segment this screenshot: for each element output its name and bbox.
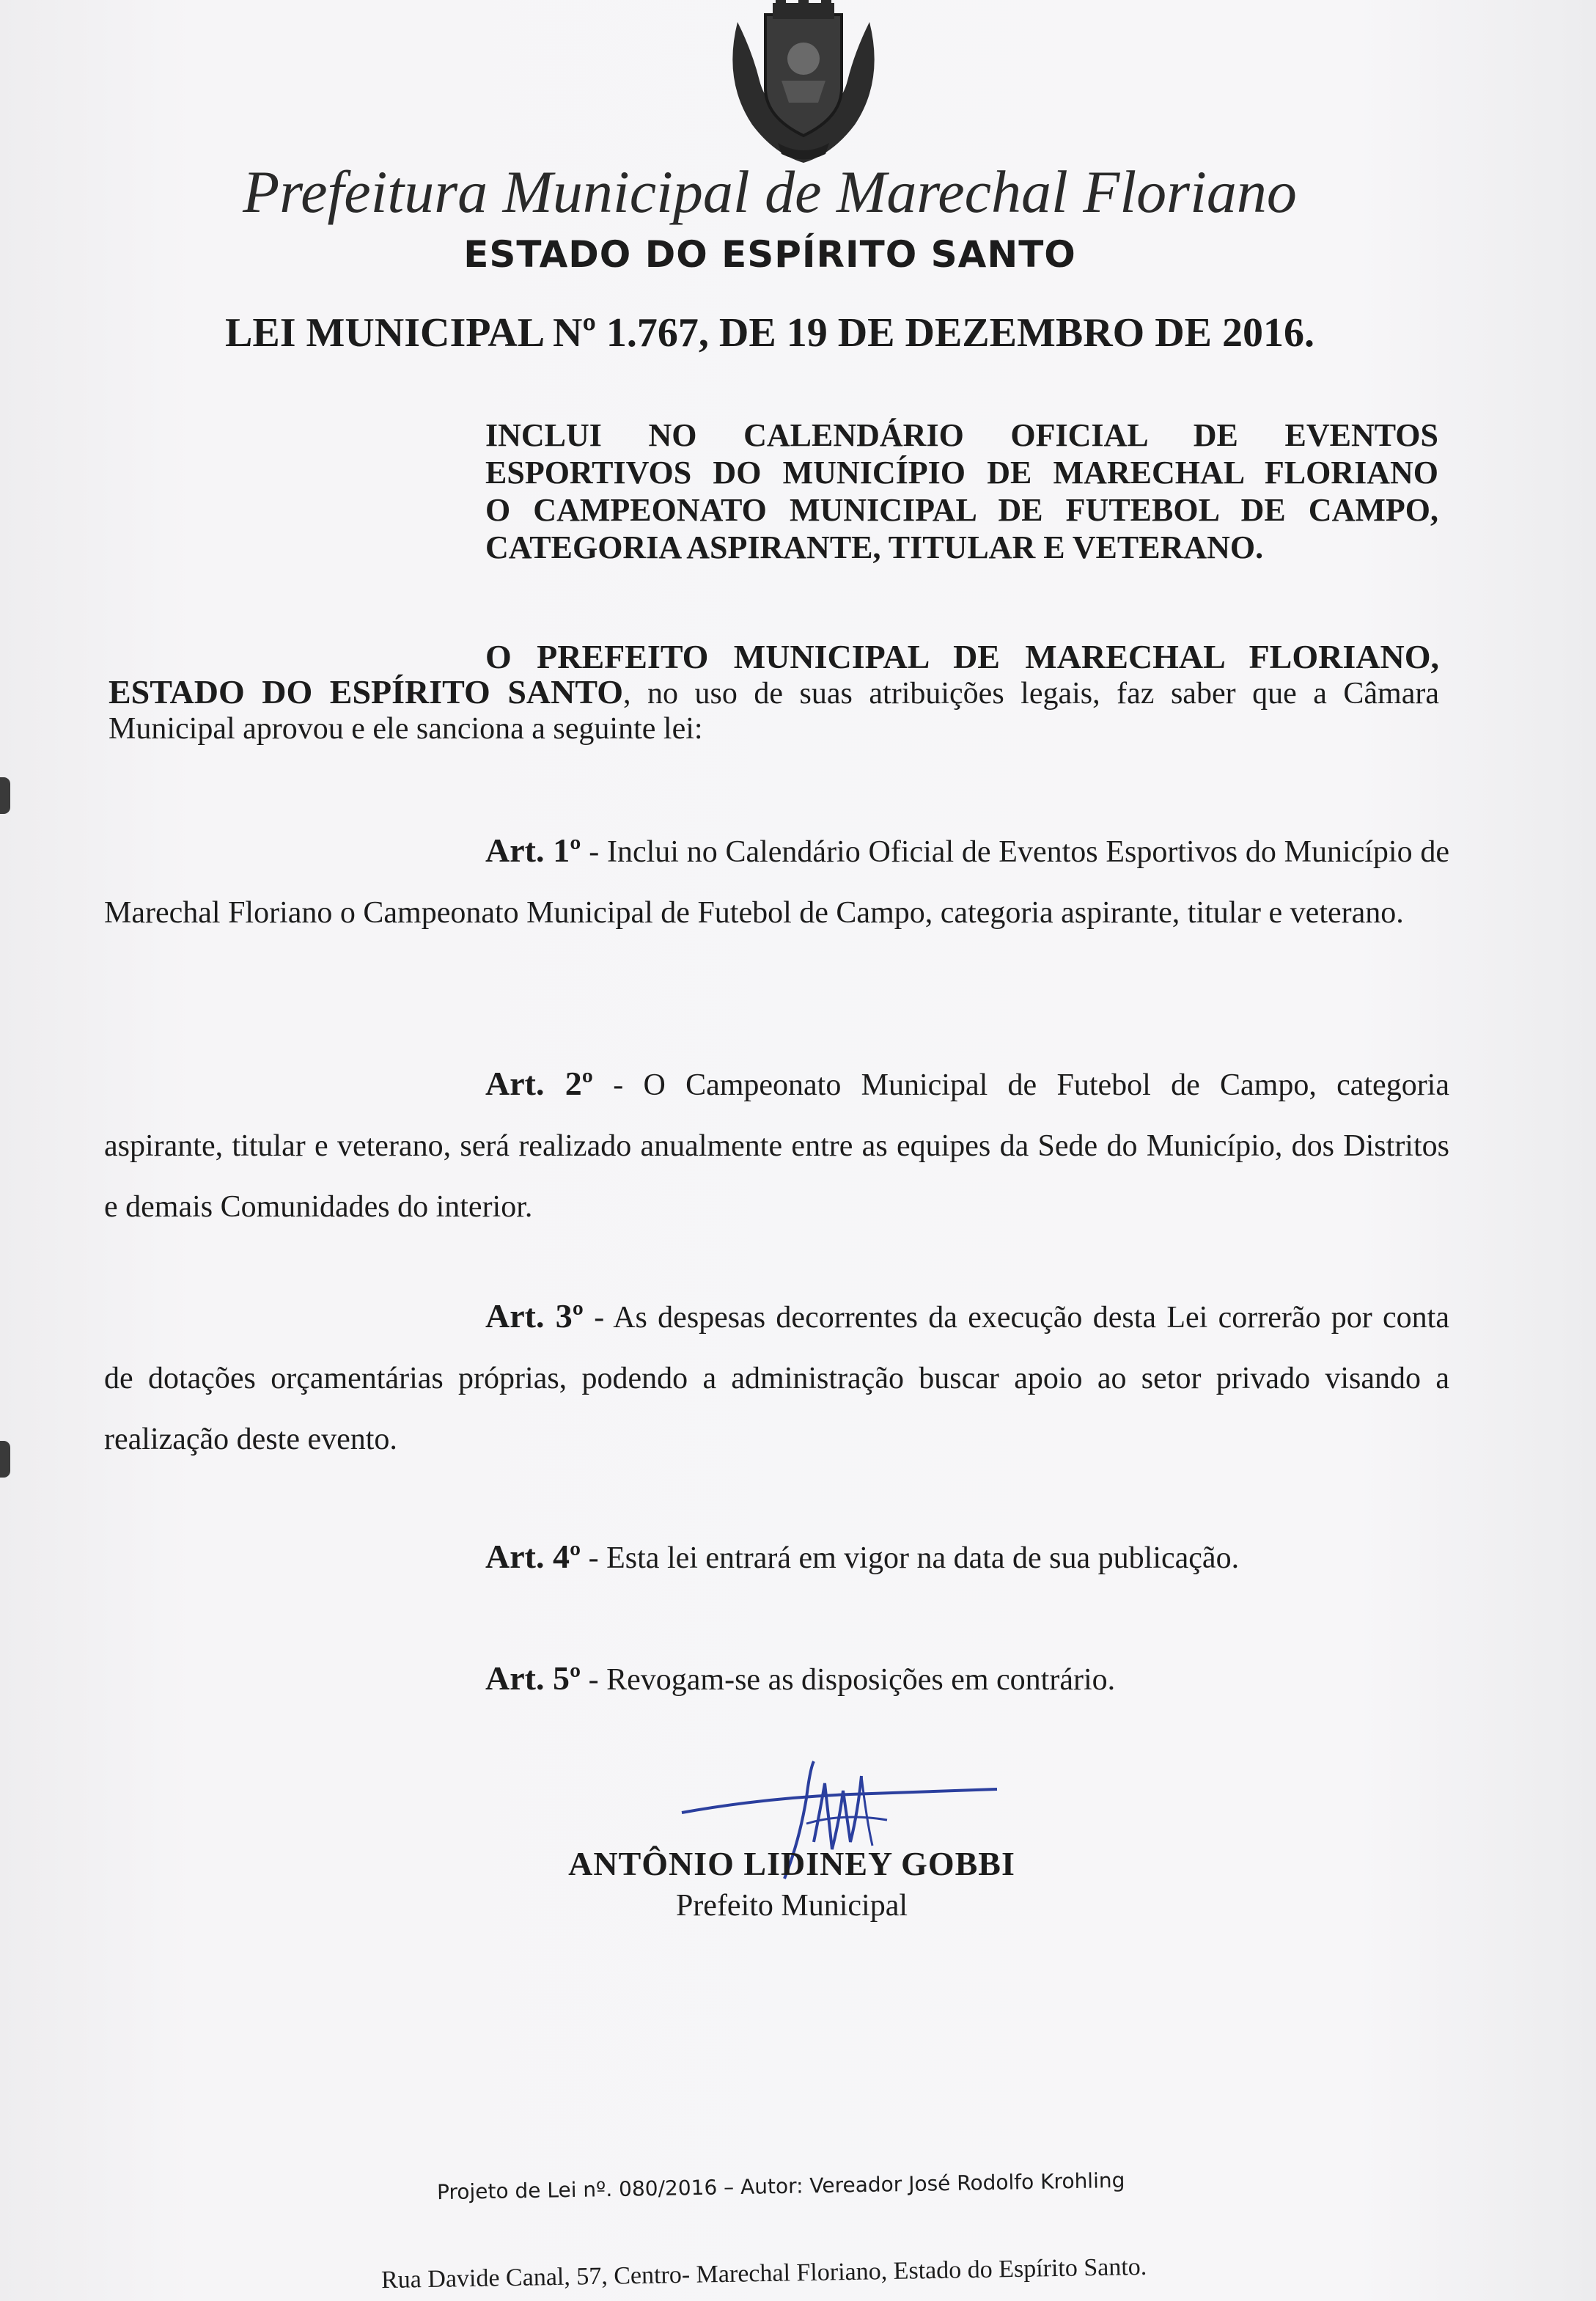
punch-hole — [0, 777, 10, 814]
article-label: Art. 4º — [485, 1538, 581, 1575]
ementa-line: INCLUI NO CALENDÁRIO OFICIAL DE EVENTOS — [485, 417, 1438, 453]
preamble — [109, 639, 1439, 746]
article-3 — [104, 1285, 1449, 1470]
ementa-line: ESPORTIVOS DO MUNICÍPIO DE MARECHAL FLORIANO — [485, 455, 1438, 491]
article-text: - O Campeonato Municipal de Futebol de Campo, categoria aspirante, titular e veterano, será realizado anualmente entre as equipes da Sede do Município, dos Distritos e demais Comunidades do interior. — [104, 1068, 1449, 1224]
municipality-name: Prefeitura Municipal de Marechal Floriano — [243, 158, 1297, 225]
state-name: ESTADO DO ESPÍRITO SANTO — [463, 233, 1076, 276]
preamble-text: , no uso de suas atribuições legais, faz saber que a Câmara Municipal aprovou e ele sanciona a seguinte lei: — [109, 677, 1439, 746]
signer-role: Prefeito Municipal — [675, 1889, 908, 1923]
ementa-line: CATEGORIA ASPIRANTE, TITULAR E VETERANO. — [485, 529, 1264, 565]
article-label: Art. 3º — [485, 1297, 584, 1335]
article-label: Art. 2º — [485, 1065, 593, 1102]
article-label: Art. 5º — [485, 1659, 581, 1697]
punch-hole — [0, 1441, 10, 1478]
law-ementa — [485, 416, 1438, 566]
law-title: LEI MUNICIPAL Nº 1.767, DE 19 DE DEZEMBRO DE 2016. — [224, 310, 1315, 356]
article-text: - Esta lei entrará em vigor na data de sua publicação. — [581, 1541, 1240, 1575]
article-2 — [104, 1053, 1449, 1238]
ementa-line: O CAMPEONATO MUNICIPAL DE FUTEBOL DE CAMPO, — [485, 492, 1438, 528]
article-text: - Inclui no Calendário Oficial de Eventos Esportivos do Município de Marechal Floriano o Campeonato Municipal de Futebol de Campo, categoria aspirante, titular e veterano. — [104, 835, 1450, 930]
signer-name: ANTÔNIO LIDINEY GOBBI — [568, 1845, 1015, 1882]
article-5 — [485, 1659, 1115, 1698]
footer-address: Rua Davide Canal, 57, Centro- Marechal Floriano, Estado do Espírito Santo. — [380, 2253, 1147, 2294]
article-text: - Revogam-se as disposições em contrário. — [581, 1663, 1116, 1697]
coat-of-arms-icon — [708, 0, 899, 165]
preamble-mayor: O PREFEITO MUNICIPAL DE MARECHAL FLORIANO, — [485, 638, 1439, 675]
footer-project: Projeto de Lei nº. 080/2016 – Autor: Vereador José Rodolfo Krohling — [436, 2168, 1125, 2205]
preamble-state: ESTADO DO ESPÍRITO SANTO — [109, 673, 623, 711]
article-1 — [104, 820, 1449, 944]
article-4 — [485, 1537, 1239, 1576]
article-label: Art. 1º — [485, 832, 581, 869]
article-text: - As despesas decorrentes da execução desta Lei correrão por conta de dotações orçamentárias próprias, podendo a administração buscar apoio ao setor privado visando a realização deste evento. — [104, 1301, 1449, 1456]
